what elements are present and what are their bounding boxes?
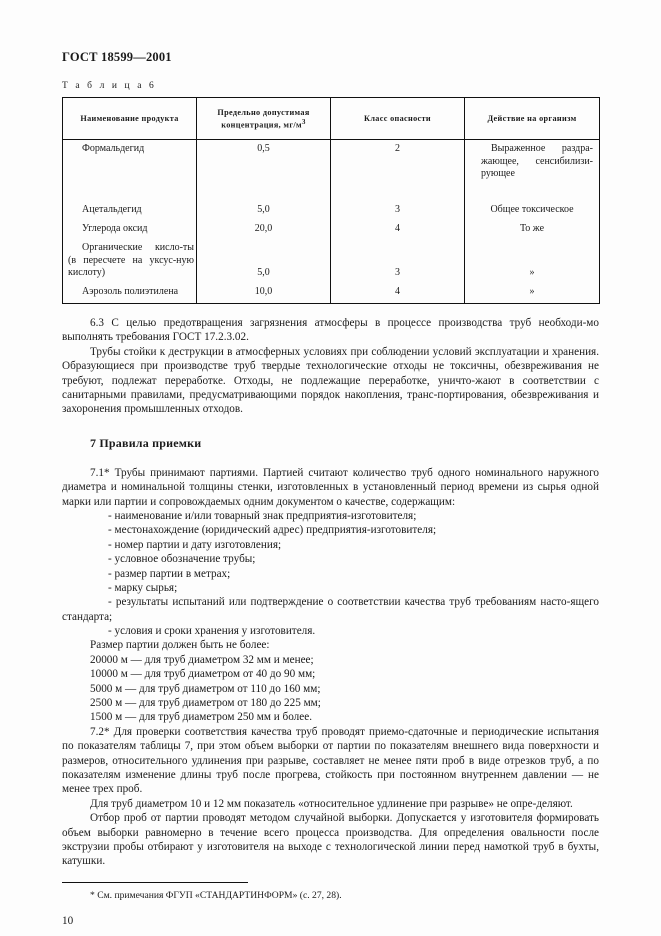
- batch-size-item: 10000 м — для труб диаметром от 40 до 90 мм;: [90, 668, 316, 681]
- paragraph-7-1: 7.1* Трубы принимают партиями. Партией считают количество труб одного номинального наружного диаметра и номинальной толщины стенки, изготовленных в установленный период времени из сырья одной марки или партии и сопровождаемых одним документом о качестве, содержащим:: [62, 466, 599, 508]
- cell-concentration: 0,5: [197, 139, 331, 201]
- cell-concentration: 5,0: [197, 239, 331, 283]
- table-6: [62, 97, 600, 304]
- cell-concentration: 20,0: [197, 220, 331, 239]
- table-body: [63, 139, 600, 303]
- cell-hazard-class: 4: [331, 220, 465, 239]
- table-row: [63, 220, 600, 239]
- paragraph-stability: Трубы стойки к деструкции в атмосферных условиях при соблюдении условий эксплуатации и хранения. Образующиеся при производстве труб твердые технологические отходы не токсичны, обезвреживания не требуют, подлежат переработке. Отходы, не подлежащие переработке, уничто-жают в соответствии с санитарными правилами, предусматривающими порядок накопления, транс-портирования, обезвреживания и захоронения промышленных отходов.: [62, 345, 599, 416]
- table-header-row: [63, 98, 600, 140]
- paragraph-6-3: 6.3 С целью предотвращения загрязнения атмосферы в процессе производства труб необходи-мо выполнять требования ГОСТ 17.2.3.02.: [62, 317, 599, 344]
- column-header-effect: Действие на организм: [465, 98, 600, 140]
- concentration-line-1: Предельно допустимая: [217, 108, 310, 117]
- table-row: [63, 139, 600, 201]
- section-heading-7: 7 Правила приемки: [90, 435, 202, 450]
- list-item: - местонахождение (юридический адрес) предприятия-изготовителя;: [108, 524, 437, 537]
- batch-size-item: 1500 м — для труб диаметром 250 мм и более.: [90, 711, 312, 724]
- batch-size-item: 5000 м — для труб диаметром от 110 до 160 мм;: [90, 682, 321, 695]
- cell-effect: Общее токсическое: [490, 204, 574, 216]
- list-item: - результаты испытаний или подтверждение о соответствии качества труб требованиям насто-ящего стандарта;: [62, 596, 599, 623]
- footnote-separator: [62, 882, 248, 883]
- running-head: ГОСТ 18599—2001: [62, 50, 172, 64]
- footnote-area: [62, 882, 599, 902]
- cell-product-name: Ацетальдегид: [63, 201, 197, 220]
- concentration-superscript: 3: [301, 119, 306, 127]
- paragraph-sampling: Отбор проб от партии проводят методом случайной выборки. Допускается у изготовителя формировать объем выборки равномерно в течение всего процесса производства. Для определения овальности после экструзии пробы отбирают у изготовителя на выходе с технологической линии перед намоткой труб в бухты, катушки.: [62, 812, 599, 868]
- table-row: [63, 201, 600, 220]
- footnote-text: * См. примечания ФГУП «СТАНДАРТИНФОРМ» (с. 27, 28).: [90, 889, 342, 901]
- table-caption: Т а б л и ц а 6: [62, 81, 157, 91]
- concentration-line-2: концентрация, мг/м: [221, 120, 302, 130]
- batch-size-item: 20000 м — для труб диаметром 32 мм и менее;: [90, 653, 314, 666]
- cell-product-name: Формальдегид: [63, 139, 197, 201]
- list-item: - условия и сроки хранения у изготовителя.: [108, 625, 316, 638]
- cell-product-name: Органические кисло-ты (в пересчете на уксус-ную кислоту): [63, 239, 197, 283]
- batch-size-item: 2500 м — для труб диаметром от 180 до 225 мм;: [90, 697, 321, 710]
- cell-effect: Выраженное раздра-жающее, сенсибилизи-рующее: [481, 142, 593, 180]
- cell-concentration: 5,0: [197, 201, 331, 220]
- cell-product-name: Аэрозоль полиэтилена: [63, 283, 197, 303]
- list-item: - размер партии в метрах;: [108, 567, 231, 580]
- list-item: - марку сырья;: [108, 581, 178, 594]
- cell-hazard-class: 3: [331, 201, 465, 220]
- page-content: [62, 50, 599, 927]
- requirements-list: [62, 509, 599, 639]
- list-item: - наименование и/или товарный знак предприятия-изготовителя;: [108, 509, 417, 522]
- batch-size-intro: Размер партии должен быть не более:: [90, 639, 270, 652]
- list-item: - номер партии и дату изготовления;: [108, 538, 282, 551]
- cell-concentration: 10,0: [197, 283, 331, 303]
- table-row: [63, 239, 600, 283]
- cell-hazard-class: 2: [331, 139, 465, 201]
- cell-product-name: Углерода оксид: [63, 220, 197, 239]
- list-item: - условное обозначение трубы;: [108, 553, 256, 566]
- column-header-product-name: Наименование продукта: [63, 98, 197, 140]
- cell-effect: То же: [519, 223, 545, 235]
- page-number: 10: [62, 915, 74, 928]
- column-header-concentration: [197, 98, 331, 140]
- cell-hazard-class: 3: [331, 239, 465, 283]
- table-header: [63, 98, 600, 140]
- cell-effect: »: [529, 286, 535, 298]
- paragraph-7-2: 7.2* Для проверки соответствия качества труб проводят приемо-сдаточные и периодические испытания по показателям таблицы 7, при этом объем выборки от партии по показателям внешнего вида поверхности и размеров, относительного удлинения при разрыве, составляет не менее пяти проб в виде отрезков труб, а по показателям изменение длины труб после прогрева, стойкость при постоянном внутреннем давлении — не менее трех проб.: [62, 725, 599, 796]
- table-row: [63, 283, 600, 303]
- cell-effect: »: [529, 267, 535, 279]
- paragraph-small-diameter: Для труб диаметром 10 и 12 мм показатель «относительное удлинение при разрыве» не опре-деляют.: [90, 797, 573, 810]
- cell-hazard-class: 4: [331, 283, 465, 303]
- column-header-hazard-class: Класс опасности: [331, 98, 465, 140]
